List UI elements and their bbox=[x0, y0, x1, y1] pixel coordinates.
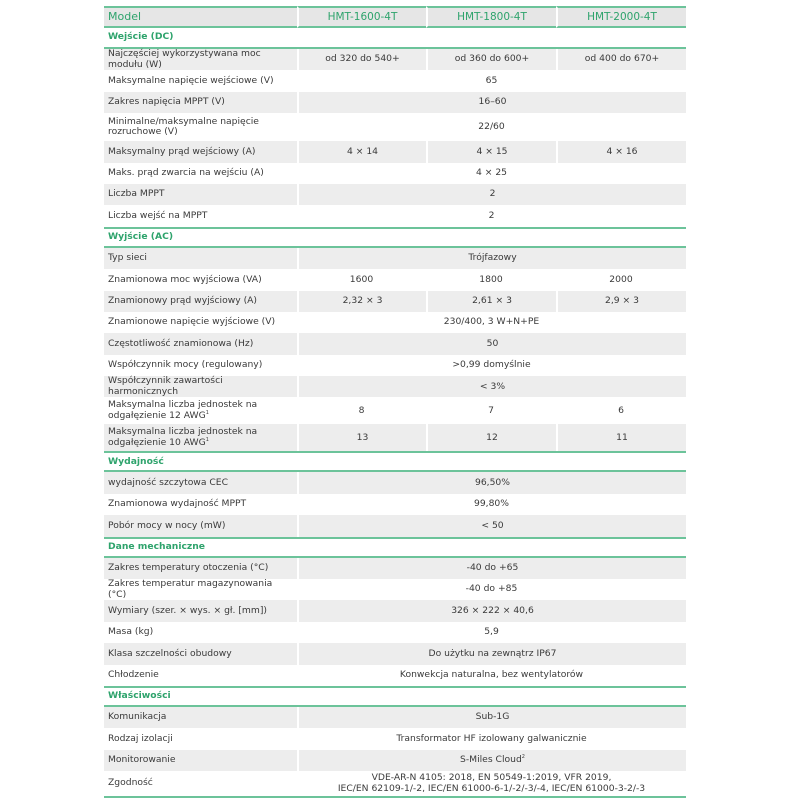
row-value: 230/400, 3 W+N+PE bbox=[297, 312, 686, 333]
table-row bbox=[104, 113, 686, 141]
row-value: Transformator HF izolowany galwanicznie bbox=[297, 728, 686, 749]
table-row bbox=[104, 312, 686, 333]
row-value: 4 × 14 bbox=[297, 141, 426, 162]
row-label-text: Maksymalna liczba jednostek na odgałęzienie 10 AWG bbox=[108, 426, 258, 448]
row-label: Rodzaj izolacji bbox=[104, 728, 297, 749]
row-label: Maksymalne napięcie wejściowe (V) bbox=[104, 70, 297, 91]
row-value: 1600 bbox=[297, 269, 426, 290]
compliance-line-2: IEC/EN 62109-1/-2, IEC/EN 61000-6-1/-2/-3/-4, IEC/EN 61000-3-2/-3 bbox=[337, 782, 646, 794]
row-value: -40 do +85 bbox=[297, 579, 686, 600]
row-label: Częstotliwość znamionowa (Hz) bbox=[104, 333, 297, 354]
section-title: Wyjście (AC) bbox=[104, 227, 686, 248]
row-label: Zakres temperatur magazynowania (°C) bbox=[104, 579, 297, 600]
table-header-row bbox=[104, 6, 686, 28]
section-title: Dane mechaniczne bbox=[104, 537, 686, 558]
table-row bbox=[104, 205, 686, 226]
row-value: 2,32 × 3 bbox=[297, 291, 426, 312]
section-title: Wejście (DC) bbox=[104, 28, 686, 49]
footnote-marker: 2 bbox=[521, 754, 525, 761]
row-value: 50 bbox=[297, 333, 686, 354]
section-title: Wydajność bbox=[104, 451, 686, 472]
table-row bbox=[104, 622, 686, 643]
row-label: Klasa szczelności obudowy bbox=[104, 643, 297, 664]
row-value: 4 × 25 bbox=[297, 163, 686, 184]
section-header-efficiency bbox=[104, 451, 686, 472]
row-label: Znamionowa moc wyjściowa (VA) bbox=[104, 269, 297, 290]
table-row bbox=[104, 397, 686, 424]
row-value: 2 bbox=[297, 184, 686, 205]
spec-table bbox=[104, 6, 686, 798]
table-row bbox=[104, 750, 686, 771]
spec-sheet bbox=[104, 6, 686, 798]
table-row bbox=[104, 665, 686, 686]
table-row bbox=[104, 515, 686, 536]
row-value: < 3% bbox=[297, 376, 686, 397]
table-row bbox=[104, 600, 686, 621]
row-label-text: Maksymalna liczba jednostek na odgałęzienie 12 AWG bbox=[108, 399, 258, 421]
row-value: 4 × 16 bbox=[556, 141, 686, 162]
row-value: Sub-1G bbox=[297, 707, 686, 728]
table-row bbox=[104, 70, 686, 91]
row-label: Chłodzenie bbox=[104, 665, 297, 686]
row-value: Trójfazowy bbox=[297, 248, 686, 269]
row-value: 1800 bbox=[426, 269, 556, 290]
row-value: -40 do +65 bbox=[297, 558, 686, 579]
table-row bbox=[104, 472, 686, 493]
table-row bbox=[104, 424, 686, 451]
row-value: 11 bbox=[556, 424, 686, 451]
table-row bbox=[104, 333, 686, 354]
table-row bbox=[104, 643, 686, 664]
row-value: 16–60 bbox=[297, 92, 686, 113]
row-value: 99,80% bbox=[297, 494, 686, 515]
table-row bbox=[104, 184, 686, 205]
row-value: Konwekcja naturalna, bez wentylatorów bbox=[297, 665, 686, 686]
table-row bbox=[104, 163, 686, 184]
row-label: Komunikacja bbox=[104, 707, 297, 728]
row-value: 2000 bbox=[556, 269, 686, 290]
table-row bbox=[104, 269, 686, 290]
row-label: Maksymalny prąd wejściowy (A) bbox=[104, 141, 297, 162]
table-row bbox=[104, 494, 686, 515]
footnote-marker: 1 bbox=[205, 436, 209, 443]
row-label: Masa (kg) bbox=[104, 622, 297, 643]
row-value: 326 × 222 × 40,6 bbox=[297, 600, 686, 621]
row-label: Współczynnik mocy (regulowany) bbox=[104, 355, 297, 376]
row-value: od 320 do 540+ bbox=[297, 49, 426, 70]
row-value: 7 bbox=[426, 397, 556, 424]
row-value bbox=[297, 771, 686, 798]
row-value: < 50 bbox=[297, 515, 686, 536]
row-label: Monitorowanie bbox=[104, 750, 297, 771]
table-row bbox=[104, 141, 686, 162]
section-header-features bbox=[104, 686, 686, 707]
section-title: Właściwości bbox=[104, 686, 686, 707]
table-row bbox=[104, 376, 686, 397]
row-value: Do użytku na zewnątrz IP67 bbox=[297, 643, 686, 664]
row-value: 2,61 × 3 bbox=[426, 291, 556, 312]
table-row bbox=[104, 355, 686, 376]
row-value: 22/60 bbox=[297, 113, 686, 141]
row-value: 96,50% bbox=[297, 472, 686, 493]
row-label: Zakres temperatury otoczenia (°C) bbox=[104, 558, 297, 579]
row-value: 12 bbox=[426, 424, 556, 451]
row-label: Współczynnik zawartości harmonicznych bbox=[104, 376, 297, 397]
table-row bbox=[104, 92, 686, 113]
row-value: 6 bbox=[556, 397, 686, 424]
row-label: Maks. prąd zwarcia na wejściu (A) bbox=[104, 163, 297, 184]
row-label: Pobór mocy w nocy (mW) bbox=[104, 515, 297, 536]
footnote-marker: 1 bbox=[205, 409, 209, 416]
model-column-1800: HMT-1800-4T bbox=[426, 6, 556, 28]
row-value: od 400 do 670+ bbox=[556, 49, 686, 70]
compliance-line-1: VDE-AR-N 4105: 2018, EN 50549-1:2019, VFR 2019, bbox=[371, 772, 612, 784]
section-header-dc-input bbox=[104, 28, 686, 49]
table-row bbox=[104, 707, 686, 728]
table-row bbox=[104, 728, 686, 749]
row-label: Najczęściej wykorzystywana moc modułu (W) bbox=[104, 49, 297, 70]
model-column-2000: HMT-2000-4T bbox=[556, 6, 686, 28]
table-row bbox=[104, 49, 686, 70]
table-row bbox=[104, 558, 686, 579]
row-value: 13 bbox=[297, 424, 426, 451]
section-header-ac-output bbox=[104, 227, 686, 248]
row-value: 4 × 15 bbox=[426, 141, 556, 162]
row-label: Minimalne/maksymalne napięcie rozruchowe (V) bbox=[104, 113, 297, 141]
section-header-mechanical bbox=[104, 537, 686, 558]
row-label: Typ sieci bbox=[104, 248, 297, 269]
row-label: wydajność szczytowa CEC bbox=[104, 472, 297, 493]
row-label: Znamionowy prąd wyjściowy (A) bbox=[104, 291, 297, 312]
row-value bbox=[297, 750, 686, 771]
row-value: 8 bbox=[297, 397, 426, 424]
row-value: 2 bbox=[297, 205, 686, 226]
row-label: Liczba wejść na MPPT bbox=[104, 205, 297, 226]
row-label: Liczba MPPT bbox=[104, 184, 297, 205]
row-label: Zgodność bbox=[104, 771, 297, 798]
row-label: Wymiary (szer. × wys. × gł. [mm]) bbox=[104, 600, 297, 621]
row-label: Znamionowa wydajność MPPT bbox=[104, 494, 297, 515]
row-label bbox=[104, 424, 297, 451]
row-value: 2,9 × 3 bbox=[556, 291, 686, 312]
model-column-1600: HMT-1600-4T bbox=[297, 6, 426, 28]
row-value: 65 bbox=[297, 70, 686, 91]
row-label: Zakres napięcia MPPT (V) bbox=[104, 92, 297, 113]
table-row bbox=[104, 771, 686, 798]
row-label: Znamionowe napięcie wyjściowe (V) bbox=[104, 312, 297, 333]
row-label bbox=[104, 397, 297, 424]
model-header: Model bbox=[104, 6, 297, 28]
table-row bbox=[104, 248, 686, 269]
table-row bbox=[104, 579, 686, 600]
table-row bbox=[104, 291, 686, 312]
row-value: 5,9 bbox=[297, 622, 686, 643]
row-value: od 360 do 600+ bbox=[426, 49, 556, 70]
row-value-text: S-Miles Cloud bbox=[460, 754, 522, 766]
row-value: >0,99 domyślnie bbox=[297, 355, 686, 376]
